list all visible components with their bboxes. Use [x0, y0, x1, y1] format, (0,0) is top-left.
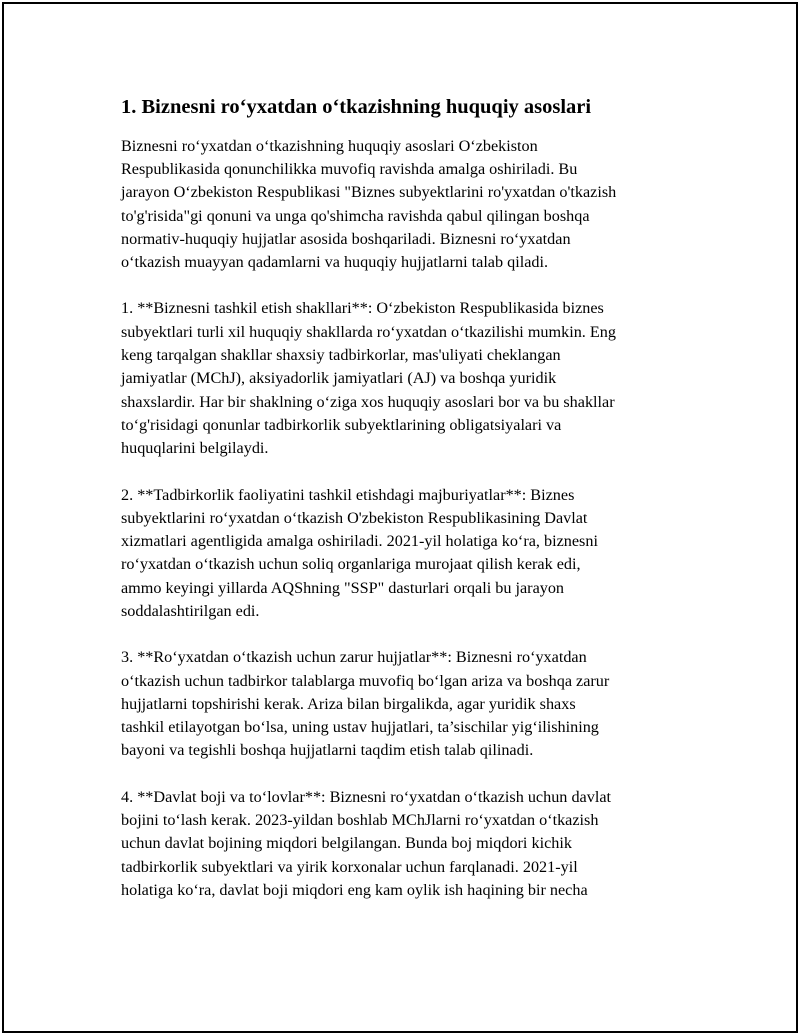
intro-paragraph: Biznesni roʻyxatdan oʻtkazishning huquqiy asoslari Oʻzbekiston Respublikasida qonunchilikka muvofiq ravishda amalga oshiriladi. Bu jarayon Oʻzbekiston Respublikasi "Biznes subyektlarini ro'yxatdan o'tkazish to'g'risida"gi qonuni va unga qo'shimcha ravishda qabul qilingan boshqa normativ-huquqiy hujjatlar asosida boshqariladi. Biznesni roʻyxatdan oʻtkazish muayyan qadamlarni va huquqiy hujjatlarni talab qiladi. — [121, 136, 617, 272]
document-body — [121, 94, 693, 925]
paragraph-state-fees: 4. **Davlat boji va toʻlovlar**: Biznesni roʻyxatdan oʻtkazish uchun davlat bojini toʻlash kerak. 2023-yildan boshlab MChJlarni roʻyxatdan oʻtkazish uchun davlat bojining miqdori belgilangan. Bunda boj miqdori kichik tadbirkorlik subyektlari va yirik korxonalar uchun farqlanadi. 2021-yil holatiga koʻra, davlat boji miqdori eng kam oylik ish haqining bir necha — [121, 787, 611, 899]
paragraph-required-documents: 3. **Roʻyxatdan oʻtkazish uchun zarur hujjatlar**: Biznesni roʻyxatdan oʻtkazish uchun tadbirkor talablarga muvofiq boʻlgan ariza va boshqa zarur hujjatlarni topshirishi kerak. Ariza bilan birgalikda, agar yuridik shaxs tashkil etilayotgan boʻlsa, uning ustav hujjatlari, ta’sischilar yigʻilishining bayoni va tegishli boshqa hujjatlarni taqdim etish talab qilinadi. — [121, 648, 610, 760]
document-page — [2, 2, 798, 1033]
section-heading: 1. Biznesni roʻyxatdan oʻtkazishning huquqiy asoslari — [121, 96, 592, 118]
paragraph-business-forms: 1. **Biznesni tashkil etish shakllari**: Oʻzbekiston Respublikasida biznes subyektlari turli xil huquqiy shakllarda roʻyxatdan oʻtkazilishi mumkin. Eng keng tarqalgan shakllar shaxsiy tadbirkorlar, mas'uliyati cheklangan jamiyatlar (MChJ), aksiyadorlik jamiyatlari (AJ) va boshqa yuridik shaxslardir. Har bir shaklning oʻziga xos huquqiy asoslari bor va bu shakllar toʻg'risidagi qonunlar tadbirkorlik subyektlarining obligatsiyalari va huquqlarini belgilaydi. — [121, 299, 616, 458]
paragraph-obligations: 2. **Tadbirkorlik faoliyatini tashkil etishdagi majburiyatlar**: Biznes subyektlarini roʻyxatdan oʻtkazish O'zbekiston Respublikasining Davlat xizmatlari agentligida amalga oshiriladi. 2021-yil holatiga koʻra, biznesni roʻyxatdan oʻtkazish uchun soliq organlariga murojaat qilish kerak edi, ammo keyingi yillarda AQShning "SSP" dasturlari orqali bu jarayon soddalashtirilgan edi. — [121, 485, 598, 620]
